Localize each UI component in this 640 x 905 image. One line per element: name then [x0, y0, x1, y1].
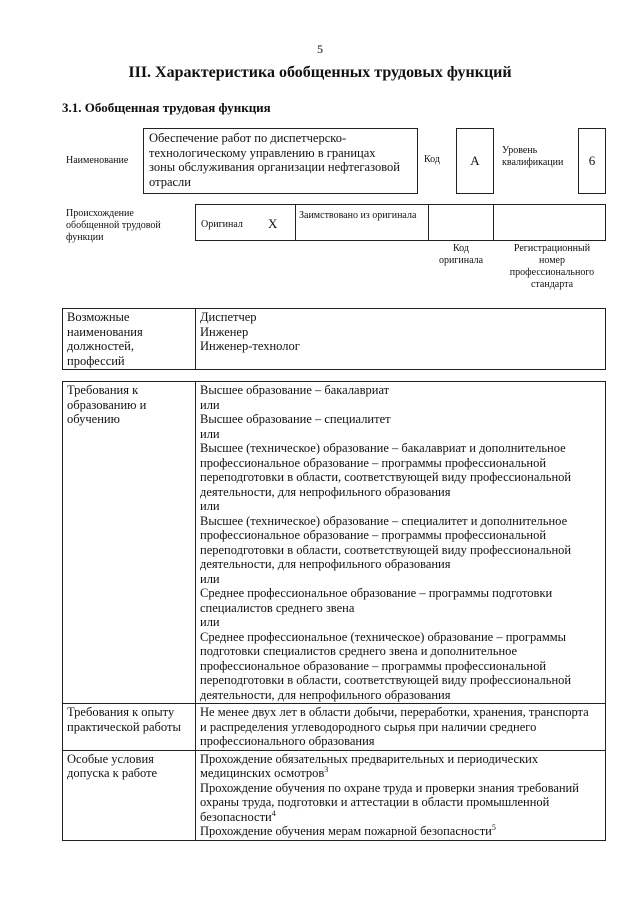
- code-label: Код: [424, 154, 440, 165]
- admission-line: [200, 810, 601, 825]
- caption-line: Регистрационный: [513, 243, 591, 254]
- position-name: Диспетчер: [200, 310, 257, 324]
- original-code-cell: [428, 205, 494, 240]
- level-label-line: Уровень: [502, 145, 538, 156]
- caption-line: профессионального: [509, 267, 595, 278]
- footnote-ref: 5: [491, 822, 496, 832]
- original-mark: X: [268, 216, 278, 231]
- admission-label: [63, 750, 196, 840]
- education-line: профессиональное образование – программы профессиональной: [200, 528, 547, 542]
- caption-line: Код: [453, 243, 469, 254]
- label-line: Особые условия: [67, 751, 154, 766]
- education-line: или: [200, 615, 220, 629]
- admission-line: [200, 824, 601, 839]
- origin-table: [195, 204, 606, 241]
- positions-values: [196, 309, 606, 370]
- education-requirements: [196, 382, 606, 704]
- positions-label: [63, 309, 196, 370]
- subsection-title: 3.1. Обобщенная трудовая функция: [62, 100, 271, 115]
- education-line: деятельности, для непрофильного образования: [200, 557, 451, 571]
- label-line: Требования к опыту: [67, 705, 175, 719]
- function-name-box: [143, 128, 418, 194]
- label-line: Возможные: [67, 310, 130, 324]
- admission-conditions: [196, 750, 606, 840]
- original-label: Оригинал: [201, 219, 243, 230]
- name-label: Наименование: [66, 155, 129, 166]
- admission-line: Прохождение обязательных предварительных и периодических: [200, 751, 539, 766]
- function-name-line: Обеспечение работ по диспетчерско-: [149, 131, 347, 145]
- education-line: переподготовки в области, соответствующей виду профессиональной: [200, 673, 572, 687]
- education-line: подготовки специалистов среднего звена и дополнительное: [200, 644, 518, 658]
- education-line: или: [200, 426, 220, 441]
- caption-line: номер: [539, 255, 565, 266]
- admission-line: [200, 766, 601, 781]
- caption-line: стандарта: [530, 279, 574, 290]
- origin-label-line: функции: [66, 232, 104, 243]
- position-name: Инженер-технолог: [200, 339, 300, 353]
- borrowed-label: Заимствовано из оригинала: [299, 210, 417, 221]
- education-line: профессиональное образование – программы профессиональной: [200, 455, 547, 470]
- function-name-line: отрасли: [149, 174, 191, 189]
- table-row: [63, 704, 606, 751]
- original-cell: [196, 205, 296, 240]
- experience-label: [63, 704, 196, 751]
- label-line: должностей,: [67, 339, 134, 353]
- label-line: профессий: [67, 353, 125, 368]
- education-line: или: [200, 397, 220, 412]
- education-line: Высшее образование – бакалавриат: [200, 383, 390, 397]
- experience-line: Не менее двух лет в области добычи, переработки, хранения, транспорта: [200, 705, 589, 719]
- requirements-table: [62, 381, 606, 841]
- experience-requirements: [196, 704, 606, 751]
- label-line: Требования к: [67, 383, 139, 397]
- footnote-ref: 4: [271, 808, 276, 818]
- education-line: или: [200, 499, 220, 513]
- education-line: Среднее профессиональное образование – программы подготовки: [200, 586, 553, 600]
- education-line: деятельности, для непрофильного образования: [200, 687, 451, 702]
- admission-line: охраны труда, подготовки и аттестации в области промышленной: [200, 795, 550, 809]
- table-row: [63, 309, 606, 370]
- education-line: Высшее (техническое) образование – бакалавриат и дополнительное: [200, 441, 566, 455]
- label-line: допуска к работе: [67, 766, 158, 780]
- borrowed-cell: [295, 205, 429, 240]
- origin-label-line: Происхождение: [66, 208, 134, 219]
- original-code-caption: [430, 243, 492, 267]
- education-line: профессиональное образование – программы профессиональной: [200, 658, 547, 673]
- education-line: Среднее профессиональное (техническое) образование – программы: [200, 629, 567, 644]
- function-name-line: зоны обслуживания организации нефтегазовой: [149, 160, 400, 174]
- caption-line: оригинала: [438, 255, 484, 266]
- function-name-line: технологическому управлению в границах: [149, 145, 376, 160]
- label-line: образованию и: [67, 397, 147, 412]
- label-line: наименования: [67, 324, 143, 339]
- admission-line: Прохождение обучения по охране труда и проверки знания требований: [200, 780, 579, 795]
- table-row: [63, 750, 606, 840]
- section-title: III. Характеристика обобщенных трудовых функций: [128, 64, 512, 81]
- footnote-ref: 3: [324, 764, 329, 774]
- education-line: Высшее (техническое) образование – специалитет и дополнительное: [200, 513, 568, 528]
- code-value: A: [456, 128, 494, 194]
- positions-table: [62, 308, 606, 370]
- page-number: 5: [317, 42, 323, 56]
- education-line: переподготовки в области, соответствующей виду профессиональной: [200, 542, 572, 557]
- registration-number-caption: [500, 243, 604, 291]
- qualification-level-value: 6: [578, 128, 606, 194]
- experience-line: и распределения углеводородного сырья при наличии среднего: [200, 719, 537, 734]
- education-line: специалистов среднего звена: [200, 600, 355, 615]
- admission-text: безопасности: [200, 809, 272, 824]
- registration-number-cell: [493, 205, 605, 240]
- admission-text: Прохождение обучения мерам пожарной безопасности: [200, 824, 492, 838]
- level-label-line: квалификации: [502, 157, 564, 168]
- label-line: обучению: [67, 412, 120, 426]
- experience-line: профессионального образования: [200, 734, 375, 748]
- education-label: [63, 382, 196, 704]
- position-name: Инженер: [200, 324, 249, 339]
- education-line: переподготовки в области, соответствующей виду профессиональной: [200, 470, 572, 484]
- education-line: Высшее образование – специалитет: [200, 412, 391, 426]
- admission-text: медицинских осмотров: [200, 766, 325, 780]
- education-line: или: [200, 571, 220, 586]
- label-line: практической работы: [67, 719, 181, 734]
- education-line: деятельности, для непрофильного образования: [200, 484, 451, 499]
- qualification-level-label: [502, 145, 563, 169]
- origin-label-line: обобщенной трудовой: [66, 220, 161, 231]
- origin-label: [66, 208, 161, 244]
- table-row: [63, 382, 606, 704]
